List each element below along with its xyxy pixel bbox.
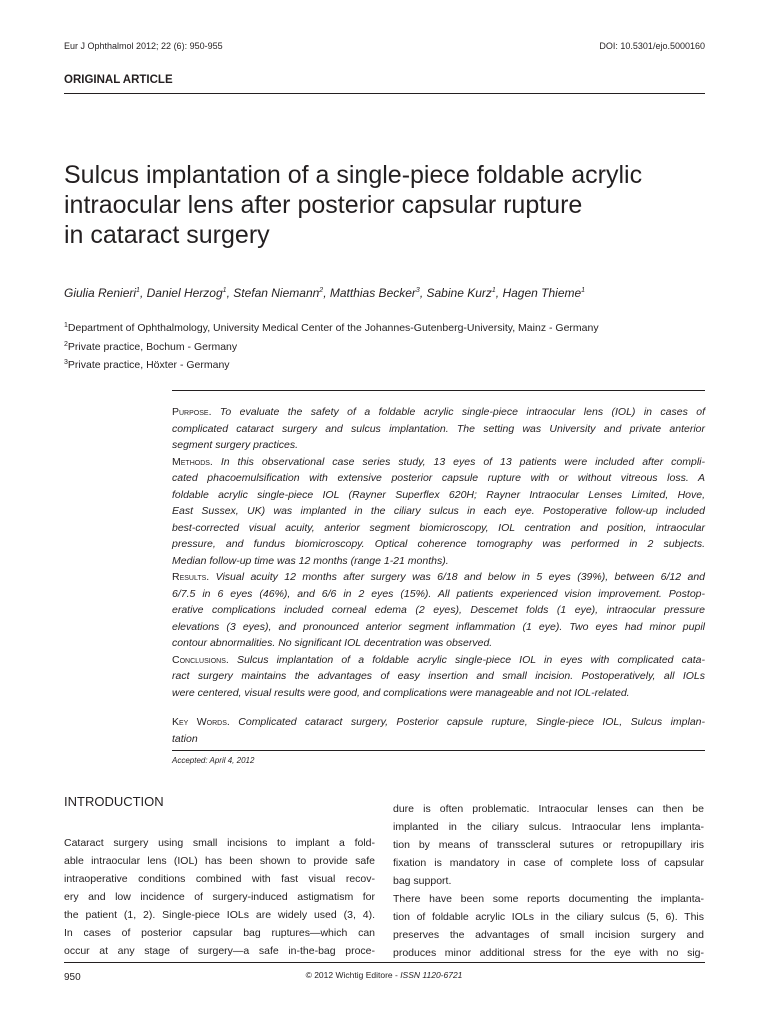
affiliation (64, 337, 599, 356)
footer-copyright (0, 970, 768, 980)
conclusions-label: Conclusions. (172, 653, 229, 666)
abstract-line: ract surgery maintains the advantages of easy insertion and small incision. Postoperatively, all IOLs (172, 670, 705, 682)
abstract-line: pressure, and fundus biomicroscopy. Optical coherence tomography was performed in 2 subjects. (172, 538, 705, 550)
journal-reference: Eur J Ophthalmol 2012; 22 (6): 950-955 (64, 41, 223, 51)
abstract-line: foldable acrylic single-piece IOL (Rayner Superflex 620H; Rayner Intraocular Lenses Limited, Hove, (172, 488, 705, 501)
abstract-line (172, 404, 705, 421)
author-list: Giulia Renieri$^1$, Daniel Herzog$^1$, Stefan Niemann$^2$, Matthias Becker$^3$, Sabine Kurz$^1$, Hagen Thieme$^1$ (64, 286, 586, 300)
author-sup: 1 (222, 287, 227, 294)
author: Stefan Niemann (233, 286, 320, 300)
abstract-bottom-rule (172, 750, 705, 751)
title-line: Sulcus implantation of a single-piece foldable acrylic (64, 161, 643, 189)
abstract-line: elevations (3 eyes), and pronounced anterior segment inflammation (1 eye). Two eyes had minor pupil (172, 620, 705, 633)
body-column-right (393, 800, 704, 962)
author-sup: 2 (319, 287, 324, 294)
body-line: preserves the advantages of small incision surgery and (393, 929, 704, 941)
abstract-text: In this observational case series study, 13 eyes of 13 patients were included after compli- (220, 455, 706, 468)
body-line: tion by means of transscleral sutures or retropupillary iris (393, 839, 704, 851)
keywords (172, 714, 705, 747)
affiliation (64, 318, 599, 337)
body-line: tion of foldable acrylic IOLs in the ciliary sulcus (5, 6). This (393, 911, 704, 923)
keywords-text: Complicated cataract surgery, Posterior capsule rupture, Single-piece IOL, Sulcus implan- (238, 716, 705, 728)
methods-label: Methods. (172, 455, 213, 468)
abstract-top-rule (172, 390, 705, 391)
author: Sabine Kurz (426, 286, 492, 300)
author-sup: 3 (415, 287, 420, 294)
body-line: intraoperative conditions combined with fast visual recov- (64, 873, 375, 885)
abstract-line: cated phacoemulsification with extensive posterior capsule rupture with or without vitreous loss. A (172, 472, 705, 484)
author-sup: 1 (136, 287, 140, 294)
author: Daniel Herzog (146, 286, 223, 300)
author: Giulia Renieri (64, 286, 137, 300)
header-rule (64, 93, 705, 94)
body-line: produces minor additional stress for the eye with no sig- (393, 947, 704, 959)
copyright-text: © 2012 Wichtig Editore - (305, 970, 401, 980)
abstract-text: To evaluate the safety of a foldable acrylic single-piece intraocular lens (IOL) in cases of (219, 406, 705, 418)
doi: DOI: 10.5301/ejo.5000160 (599, 41, 705, 51)
body-line: dure is often problematic. Intraocular lenses can then be (393, 803, 704, 815)
author-sup: 1 (581, 287, 586, 294)
body-line: There have been some reports documenting the implanta- (393, 893, 704, 905)
abstract-line: complicated cataract surgery and sulcus implantation. The setting was University and private anterior (172, 422, 705, 435)
affiliation-text: Department of Ophthalmology, University Medical Center of the Johannes-Gutenberg-University, Mainz - Germany (67, 322, 599, 334)
abstract-line (172, 454, 705, 471)
body-line: the patient (1, 2). Single-piece IOLs are widely used (3, 4). (64, 909, 375, 921)
introduction-heading: INTRODUCTION (64, 794, 164, 809)
abstract-text: Sulcus implantation of a foldable acrylic single-piece IOL in eyes with complicated cata- (236, 653, 705, 666)
affiliation-sup: 2 (64, 340, 68, 348)
abstract-line: segment surgery practices. (172, 439, 299, 451)
body-line: fixation is mandatory in case of complete loss of capsular (393, 857, 704, 869)
affiliation-text: Private practice, Bochum - Germany (67, 340, 238, 353)
abstract-line: were centered, visual results were good, and complications were manageable and not IOL-related. (172, 686, 630, 699)
author-sup: 1 (491, 287, 496, 294)
abstract-line: best-corrected visual acuity, anterior segment biomicroscopy, IOL centration and position, intraocular (172, 521, 705, 534)
keywords-label: Key Words. (172, 716, 230, 728)
body-column-left (64, 834, 375, 960)
accepted-date: Accepted: April 4, 2012 (172, 756, 255, 765)
body-line: able intraocular lens (IOL) has been shown to provide safe (64, 855, 375, 867)
footer-rule (64, 962, 705, 963)
issn: ISSN 1120-6721 (400, 970, 463, 980)
body-line: ery and low incidence of surgery-induced astigmatism for (64, 891, 375, 903)
affiliation-sup: 1 (64, 322, 68, 329)
section-label: ORIGINAL ARTICLE (64, 74, 173, 86)
abstract (172, 404, 705, 701)
affiliation-sup: 3 (64, 359, 68, 366)
results-label: Results. (172, 571, 210, 583)
abstract-line: East Sussex, UK) was implanted in the ciliary sulcus in each eye. Postoperative follow-up included (172, 505, 705, 517)
abstract-line: Median follow-up time was 12 months (range 1-21 months). (172, 554, 449, 567)
abstract-line: contour abnormalities. No significant IOL decentration was observed. (172, 637, 493, 649)
affiliation-text: Private practice, Höxter - Germany (67, 359, 230, 371)
author: Hagen Thieme (502, 286, 582, 300)
body-line: In cases of posterior capsular bag ruptures—which can (64, 927, 375, 939)
abstract-line (172, 569, 705, 586)
page-number: 950 (64, 972, 81, 983)
body-line: implanted in the ciliary sulcus. Intraocular lens implanta- (393, 821, 704, 833)
purpose-label: Purpose. (172, 406, 212, 418)
abstract-line (172, 652, 705, 669)
body-line: Cataract surgery using small incisions to implant a fold- (64, 837, 375, 849)
body-line: occur at any stage of surgery—a safe in-the-bag proce- (64, 945, 375, 957)
keywords-line: tation (172, 732, 198, 745)
abstract-text: Visual acuity 12 months after surgery was 6/18 and below in 5 eyes (39%), between 6/12 and (215, 571, 706, 583)
abstract-line: erative complications included corneal edema (2 eyes), Descemet folds (1 eye), intraocular pressure (172, 604, 705, 616)
affiliations (64, 318, 599, 374)
author: Matthias Becker (329, 286, 416, 300)
body-line: bag support. (393, 875, 452, 887)
title-line: intraocular lens after posterior capsular rupture (64, 191, 583, 219)
abstract-line: 6/7.5 in 6 eyes (46%), and 6/6 in 2 eyes (15%). All patients experienced vision improvement. Postop- (172, 587, 705, 600)
title-line: in cataract surgery (64, 221, 270, 249)
affiliation (64, 355, 599, 374)
keywords-line (172, 714, 705, 731)
article-title (64, 160, 724, 250)
